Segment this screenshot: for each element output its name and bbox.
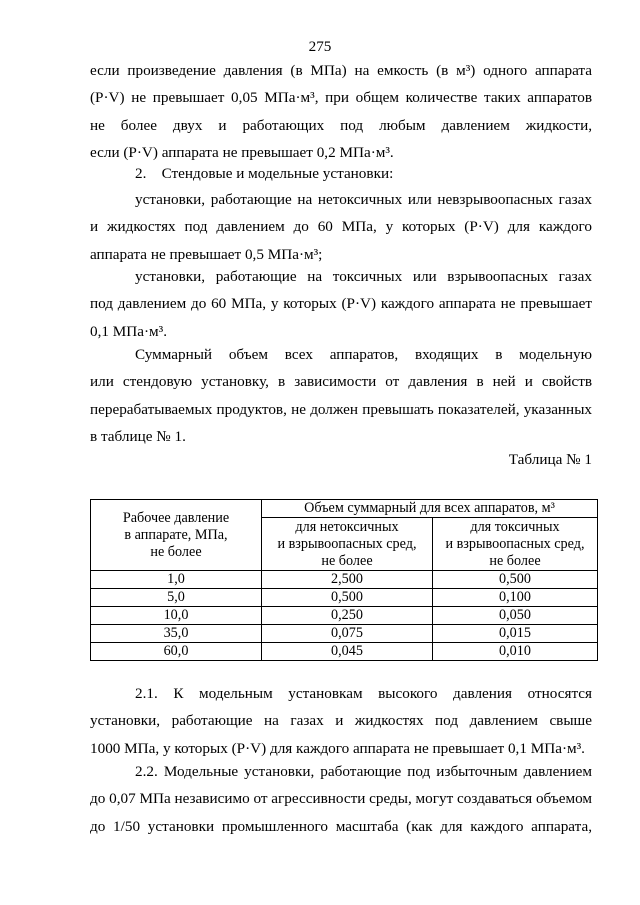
header-line: Рабочее давление [122, 509, 230, 526]
table-row [91, 607, 598, 625]
text-line: установки, работающие на токсичных или взрывоопасных газах [135, 268, 592, 285]
paragraph-total-volume [90, 341, 592, 451]
text-line: до 1/50 установки промышленного масштаба (как для каждого аппарата, [90, 817, 592, 835]
text-line: если (P·V) аппарата не превышает 0,2 МПа·м³. [90, 144, 394, 162]
paragraph-single-apparatus [90, 57, 592, 167]
text-line: аппарата не превышает 0,5 МПа·м³; [90, 245, 323, 263]
text-line: установки, работающие на газах и жидкостях под давлением свыше [90, 712, 592, 730]
header-nontoxic [262, 518, 433, 571]
text-line: если произведение давления (в МПа) на емкость (в м³) одного аппарата [90, 62, 592, 79]
pressure-cell: 5,0 [91, 589, 262, 607]
text-line: до 0,07 МПа независимо от агрессивности среды, могут создаваться объемом [90, 790, 593, 808]
nontoxic-volume-cell: 0,075 [262, 625, 433, 643]
text-line: 0,1 МПа·м³. [90, 322, 168, 340]
nontoxic-volume-cell: 0,500 [262, 589, 433, 607]
paragraph-low-pressure-models [90, 758, 592, 840]
toxic-volume-cell: 0,050 [433, 607, 598, 625]
volume-table [90, 499, 598, 661]
table-row [91, 571, 598, 589]
nontoxic-volume-cell: 2,500 [262, 571, 433, 589]
pressure-cell: 35,0 [91, 625, 262, 643]
header-line: в аппарате, МПа, [124, 526, 228, 543]
header-line: не более [489, 552, 541, 569]
header-pressure [91, 500, 262, 571]
header-line: для токсичных [470, 518, 560, 535]
text-line: 2. Стендовые и модельные установки: [135, 165, 394, 182]
table-row [91, 589, 598, 607]
text-line: под давлением до 60 МПа, у которых (P·V) каждого аппарата не превышает [90, 295, 592, 313]
text-line: Суммарный объем всех аппаратов, входящих в модельную [135, 346, 592, 363]
nontoxic-volume-cell: 0,045 [262, 643, 433, 661]
table-caption: Таблица № 1 [508, 451, 592, 468]
header-line: и взрывоопасных сред, [445, 535, 585, 552]
text-line: перерабатываемых продуктов, не должен превышать показателей, указанных [90, 400, 592, 418]
paragraph-high-pressure-models [90, 680, 592, 762]
table-row [91, 643, 598, 661]
paragraph-nontoxic-installations [90, 186, 592, 268]
text-line: в таблице № 1. [90, 428, 186, 446]
toxic-volume-cell: 0,015 [433, 625, 598, 643]
text-line: и жидкостях под давлением до 60 МПа, у которых (P·V) для каждого [90, 218, 592, 236]
text-line: 2.1. К модельным установкам высокого давления относятся [135, 685, 592, 702]
nontoxic-volume-cell: 0,250 [262, 607, 433, 625]
pressure-cell: 1,0 [91, 571, 262, 589]
header-line: и взрывоопасных сред, [277, 535, 417, 552]
header-toxic [433, 518, 598, 571]
pressure-cell: 60,0 [91, 643, 262, 661]
toxic-volume-cell: 0,010 [433, 643, 598, 661]
pressure-cell: 10,0 [91, 607, 262, 625]
header-line: не более [321, 552, 373, 569]
header-line: для нетоксичных [295, 518, 399, 535]
text-line: (P·V) не превышает 0,05 МПа·м³, при общем количестве таких аппаратов [90, 89, 592, 107]
section-heading-bench-model-installations [135, 160, 592, 187]
text-line: установки, работающие на нетоксичных или невзрывоопасных газах [135, 191, 592, 208]
text-line: 2.2. Модельные установки, работающие под избыточным давлением [135, 763, 592, 780]
text-line: 1000 МПа, у которых (P·V) для каждого аппарата не превышает 0,1 МПа·м³. [90, 739, 585, 757]
page-number: 275 [308, 38, 332, 55]
toxic-volume-cell: 0,500 [433, 571, 598, 589]
text-line: или стендовую установку, в зависимости от давления в ней и свойств [90, 373, 592, 391]
toxic-volume-cell: 0,100 [433, 589, 598, 607]
header-line: не более [150, 543, 202, 560]
header-total-volume: Объем суммарный для всех аппаратов, м³ [262, 500, 598, 518]
table-row [91, 625, 598, 643]
paragraph-toxic-installations [90, 263, 592, 345]
text-line: не более двух и работающих под любым давлением жидкости, [90, 116, 592, 134]
